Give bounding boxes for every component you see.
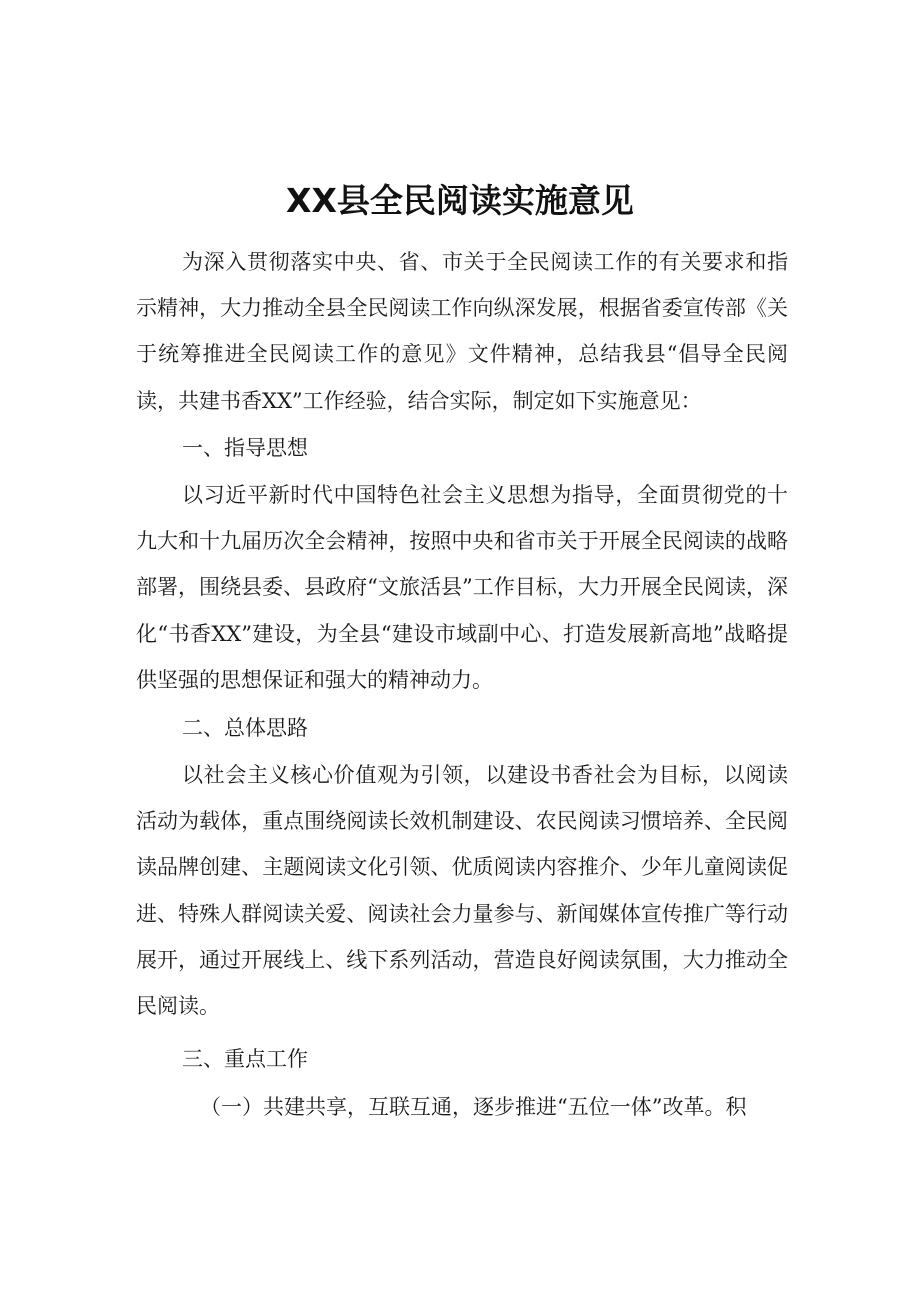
section-heading-guiding-ideology: 一、指导思想 xyxy=(182,436,308,460)
document-title: XX县全民阅读实施意见 xyxy=(286,181,634,220)
overall-approach-paragraph: 以社会主义核心价值观为引领，以建设书香社会为目标，以阅读活动为载体，重点围绕阅读长效机制建设、农民阅读习惯培养、全民阅读品牌创建、主题阅读文化引领、优质阅读内容推介、少年儿童阅读促进、特殊人群阅读关爱、阅读社会力量参与、新闻媒体宣传推广等行动展开，通过开展线上、线下系列活动，营造良好阅读氛围，大力推动全民阅读。 xyxy=(136,763,788,1019)
key-work-item-1: （一）共建共享，互联互通，逐步推进“五位一体”改革。积 xyxy=(200,1095,747,1119)
guiding-ideology-paragraph: 以习近平新时代中国特色社会主义思想为指导，全面贯彻党的十九大和十九届历次全会精神，按照中央和省市关于开展全民阅读的战略部署，围绕县委、县政府“文旅活县”工作目标，大力开展全民阅读，深化“书香XX”建设，为全县“建设市域副中心、打造发展新高地”战略提供坚强的思想保证和强大的精神动力。 xyxy=(136,483,788,692)
section-heading-key-work: 三、重点工作 xyxy=(182,1047,308,1071)
section-heading-overall-approach: 二、总体思路 xyxy=(182,716,308,740)
intro-paragraph: 为深入贯彻落实中央、省、市关于全民阅读工作的有关要求和指示精神，大力推动全县全民阅读工作向纵深发展，根据省委宣传部《关于统筹推进全民阅读工作的意见》文件精神，总结我县“倡导全民阅读，共建书香XX”工作经验，结合实际，制定如下实施意见： xyxy=(136,250,788,413)
